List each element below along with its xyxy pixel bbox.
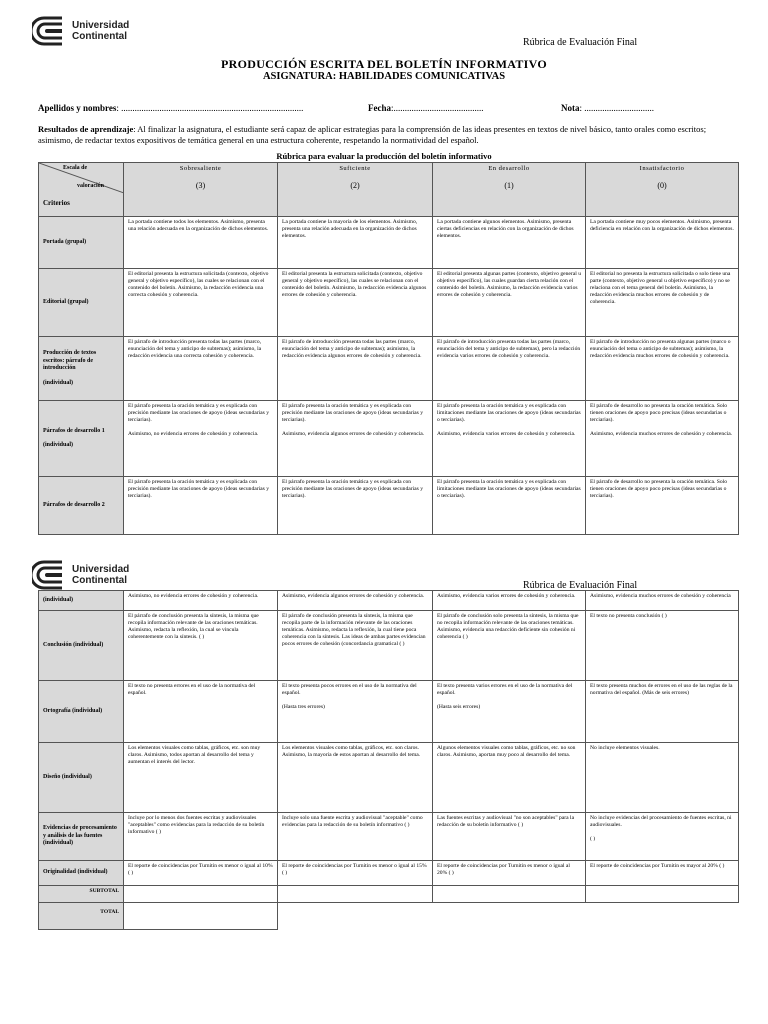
criterion-label: Diseño (individual) bbox=[43, 773, 92, 780]
descriptor-cell bbox=[278, 401, 433, 477]
criterion-cell bbox=[39, 337, 124, 401]
criterion-cell bbox=[39, 611, 124, 681]
subtotal-label: SUBTOTAL bbox=[39, 886, 124, 903]
descriptor-cell bbox=[124, 743, 278, 813]
criterion-label: Párrafos de desarrollo 2 bbox=[43, 501, 105, 508]
descriptor-cell bbox=[433, 743, 586, 813]
subtotal-row bbox=[39, 886, 739, 903]
outcomes-text: : Al finalizar la asignatura, el estudiante será capaz de aplicar estrategias para la comprensión de las ideas presentes en textos de nivel básico, tanto orales como escritos; asimismo, de redactar textos expositivos de temática general en una estructura coherente, respetando la normatividad del español. bbox=[38, 124, 707, 145]
grade-field[interactable] bbox=[561, 103, 654, 113]
scale-label-2: valoración bbox=[77, 183, 104, 189]
descriptor-cell bbox=[433, 477, 586, 535]
date-field[interactable] bbox=[368, 103, 484, 113]
level-header-sobresaliente bbox=[124, 163, 278, 217]
criterion-label: Evidencias de procesamiento y análisis de las fuentes (individual) bbox=[43, 825, 117, 847]
document-subtitle: ASIGNATURA: HABILIDADES COMUNICATIVAS bbox=[262, 71, 506, 82]
descriptor-text: (Hasta tres errores) bbox=[282, 704, 325, 710]
rubric-row bbox=[39, 611, 739, 681]
descriptor-text: El editorial presenta la estructura solicitada (contexto, objetivo general y objetivo específico), las cuales se relacionan con el contenido del boletín. Asimismo, la redacción evidencia algunos errores de cohesión y coherencia. bbox=[282, 271, 427, 298]
descriptor-cell bbox=[586, 861, 739, 886]
level-name: En desarrollo bbox=[488, 165, 530, 172]
descriptor-cell bbox=[124, 337, 278, 401]
subtotal-cell[interactable] bbox=[124, 886, 278, 903]
descriptor-text: Incluye por lo menos dos fuentes escritas y audiovisuales "aceptables" como evidencias para la redacción de su boletín informativo ( ) bbox=[128, 815, 265, 835]
descriptor-text: Asimismo, evidencia muchos errores de cohesión y coherencia. bbox=[590, 431, 733, 437]
descriptor-text: El editorial no presenta la estructura solicitada o solo tiene una parte (contexto, objetivo general u objetivo específico) y no se relaciona con el tema general del boletín. Asimismo, la redacción evidencia muchos errores de cohesión y de coherencia. bbox=[590, 271, 731, 305]
rubric-row bbox=[39, 337, 739, 401]
descriptor-cell bbox=[124, 813, 278, 861]
criterion-cell bbox=[39, 269, 124, 337]
descriptor-cell bbox=[586, 337, 739, 401]
header-row bbox=[39, 163, 739, 217]
descriptor-text: La portada contiene muy pocos elementos. Asimismo, presenta deficiencia en relación con la organización de dichos elementos. bbox=[590, 219, 734, 232]
descriptor-cell bbox=[124, 217, 278, 269]
descriptor-cell bbox=[278, 681, 433, 743]
university-name-line1: Universidad bbox=[72, 20, 130, 31]
descriptor-cell bbox=[124, 401, 278, 477]
descriptor-cell bbox=[433, 401, 586, 477]
descriptor-text: Asimismo, evidencia varios errores de cohesión y coherencia. bbox=[437, 593, 576, 599]
criteria-label: Criterios bbox=[43, 199, 70, 207]
criterion-cell bbox=[39, 591, 124, 611]
descriptor-text: La portada contiene algunos elementos. Asimismo, presenta ciertas deficiencias en relación con la organización de dichos elementos. bbox=[437, 219, 574, 239]
total-cell[interactable] bbox=[124, 903, 278, 930]
descriptor-text: El párrafo de desarrollo no presenta la oración temática. Solo tienen oraciones de apoyo poco precisas (ideas secundarias o terciarias). bbox=[590, 479, 727, 499]
descriptor-cell bbox=[124, 861, 278, 886]
descriptor-cell bbox=[278, 337, 433, 401]
rubric-table-page1 bbox=[38, 162, 739, 535]
grade-label: Nota bbox=[561, 103, 580, 113]
criterion-label bbox=[43, 373, 119, 380]
criterion-label: (individual) bbox=[43, 379, 74, 386]
descriptor-text: El párrafo presenta la oración temática y es explicada con limitaciones mediante las oraciones de apoyo (ideas secundarias o terciarias). bbox=[437, 479, 581, 499]
descriptor-text: El texto no presenta errores en el uso de la normativa del español. bbox=[128, 683, 256, 696]
criterion-label: Originalidad (individual) bbox=[43, 869, 108, 876]
criterion-label: Ortografía (individual) bbox=[43, 707, 103, 714]
descriptor-text: El párrafo presenta la oración temática y es explicada con limitaciones mediante las oraciones de apoyo (ideas secundarias o terciarias). bbox=[437, 403, 581, 423]
descriptor-text: Incluye solo una fuente escrita y audiovisual "aceptable" como evidencias para la redacción de su boletín informativo ( ) bbox=[282, 815, 423, 828]
rubric-row bbox=[39, 217, 739, 269]
descriptor-text: Asimismo, evidencia varios errores de cohesión y coherencia. bbox=[437, 431, 576, 437]
criterion-label: (individual) bbox=[43, 442, 74, 448]
level-points: (3) bbox=[195, 181, 206, 190]
name-label: Apellidos y nombres bbox=[38, 103, 117, 113]
name-dots: : ................................................................................. bbox=[116, 103, 304, 113]
level-header-insatisfactorio bbox=[586, 163, 739, 217]
descriptor-text: El párrafo presenta la oración temática y es explicada con precisión mediante las oraciones de apoyo (ideas secundarias y terciarias). bbox=[282, 403, 424, 423]
level-name: Sobresaliente bbox=[179, 165, 222, 172]
descriptor-cell bbox=[278, 591, 433, 611]
descriptor-cell bbox=[278, 217, 433, 269]
descriptor-cell bbox=[586, 269, 739, 337]
descriptor-text: El reporte de coincidencias por Turnitin es menor o igual al 20% ( ) bbox=[437, 863, 570, 876]
university-logo-page2 bbox=[32, 558, 129, 592]
rubric-row bbox=[39, 477, 739, 535]
descriptor-text: El párrafo de desarrollo no presenta la oración temática. Solo tienen oraciones de apoyo poco precisas (ideas secundarias o terciarias). bbox=[590, 403, 727, 423]
descriptor-text: Los elementos visuales como tablas, gráficos, etc. son claros. Asimismo, la mayoría de estos aportan al desarrollo del tema. bbox=[282, 745, 421, 758]
criterion-cell bbox=[39, 813, 124, 861]
descriptor-text: El reporte de coincidencias por Turnitin es menor o igual al 10% ( ) bbox=[128, 863, 273, 876]
descriptor-cell bbox=[124, 269, 278, 337]
descriptor-text: El párrafo de introducción presenta todas las partes (marco, enunciación del tema y anticipo de subtemas); asimismo, la redacción evidencia algunos errores de cohesión y coherencia. bbox=[282, 339, 422, 359]
descriptor-cell bbox=[278, 861, 433, 886]
descriptor-cell bbox=[433, 269, 586, 337]
descriptor-text: El párrafo presenta la oración temática y es explicada con precisión mediante las oraciones de apoyo (ideas secundarias y terciarias). bbox=[128, 479, 270, 499]
descriptor-text: El párrafo de introducción presenta todas las partes (marco, enunciación del tema y anticipo de subtemas); asimismo, la redacción evidencia una correcta cohesión y coherencia. bbox=[128, 339, 262, 359]
criterion-label: Producción de textos escritos: párrafo de introducción bbox=[43, 350, 97, 371]
university-name-line2: Continental bbox=[72, 575, 127, 586]
university-logo-icon bbox=[32, 558, 68, 592]
rubric-body-page1 bbox=[39, 217, 739, 535]
descriptor-cell bbox=[433, 591, 586, 611]
criterion-label bbox=[43, 435, 119, 442]
rubric-row bbox=[39, 269, 739, 337]
descriptor-text: El editorial presenta la estructura solicitada (contexto, objetivo general y objetivo específico), las cuales se relacionan con el contenido del boletín. Asimismo, la redacción evidencia una correcta cohesión y coherencia. bbox=[128, 271, 269, 298]
descriptor-cell bbox=[586, 743, 739, 813]
descriptor-cell bbox=[278, 813, 433, 861]
rubric-row bbox=[39, 401, 739, 477]
descriptor-text: El párrafo de conclusión presenta la síntesis, la misma que recopila parte de la información relevante de las oraciones temáticas. Asimismo, redacta la reflexión, la cual tiene poca coherencia con la síntesis. Las ideas de ambas partes evidencian pocos errores de cohesión (concordancia gramatical ( ) bbox=[282, 613, 426, 647]
descriptor-text: El texto presenta varios errores en el uso de la normativa del español. bbox=[437, 683, 573, 696]
descriptor-text: Asimismo, no evidencia errores de cohesión y coherencia. bbox=[128, 593, 259, 599]
outcomes-label: Resultados de aprendizaje bbox=[38, 124, 134, 134]
descriptor-cell bbox=[124, 611, 278, 681]
descriptor-text: (Hasta seis errores) bbox=[437, 704, 481, 710]
descriptor-cell bbox=[124, 477, 278, 535]
level-points: (2) bbox=[350, 181, 360, 190]
criterion-label: Editorial (grupal) bbox=[43, 298, 89, 305]
criterion-cell bbox=[39, 217, 124, 269]
descriptor-text: Las fuentes escritas y audiovisual "no son aceptables" para la redacción de su boletín informativo ( ) bbox=[437, 815, 575, 828]
descriptor-cell bbox=[433, 217, 586, 269]
total-label: TOTAL bbox=[39, 903, 124, 930]
descriptor-cell bbox=[278, 743, 433, 813]
descriptor-cell bbox=[433, 861, 586, 886]
descriptor-text: Asimismo, evidencia muchos errores de cohesión y coherencia bbox=[590, 593, 731, 599]
descriptor-text: Algunos elementos visuales como tablas, gráficos, etc. no son claros. Asimismo, aportan muy poco al desarrollo del tema. bbox=[437, 745, 576, 758]
scale-label-1: Escala de bbox=[63, 165, 88, 171]
descriptor-cell bbox=[433, 681, 586, 743]
descriptor-text: El párrafo de introducción no presenta algunas partes (marco o enunciación del tema o anticipo de subtemas); asimismo, la redacción evidencia muchos errores de cohesión y coherencia. bbox=[590, 339, 731, 359]
descriptor-text: El texto presenta pocos errores en el uso de la normativa del español. bbox=[282, 683, 417, 696]
rubric-row bbox=[39, 681, 739, 743]
rubric-row bbox=[39, 813, 739, 861]
rubric-row bbox=[39, 591, 739, 611]
criterion-cell bbox=[39, 401, 124, 477]
criterion-label: (individual) bbox=[43, 596, 74, 603]
descriptor-cell bbox=[586, 401, 739, 477]
descriptor-text: El párrafo de conclusión presenta la síntesis, la misma que recopila información relevante de las oraciones temáticas. Asimismo, redacta la reflexión, la cual se vincula coherentemente con la síntesis. ( ) bbox=[128, 613, 259, 640]
descriptor-cell bbox=[586, 217, 739, 269]
rubric-tag-page2: Rúbrica de Evaluación Final bbox=[523, 580, 638, 591]
descriptor-text: El editorial presenta algunas partes (contexto, objetivo general u objetivo específico), las cuales guardan cierta relación con el contenido del boletín. Asimismo, la redacción evidencia varios errores de cohesión y coherencia. bbox=[437, 271, 581, 298]
criterion-cell bbox=[39, 743, 124, 813]
descriptor-text: El párrafo de introducción presenta todas las partes (marco, enunciación del tema y anticipo de subtemas), pero la redacción evidencia varios errores de cohesión y coherencia. bbox=[437, 339, 581, 359]
table-caption: Rúbrica para evaluar la producción del boletín informativo bbox=[276, 151, 492, 161]
learning-outcomes bbox=[38, 124, 738, 146]
descriptor-text: ( ) bbox=[590, 836, 596, 842]
criterion-label: Portada (grupal) bbox=[43, 238, 87, 245]
descriptor-cell bbox=[124, 681, 278, 743]
descriptor-cell bbox=[278, 269, 433, 337]
empty-cell bbox=[586, 903, 739, 930]
descriptor-text: Asimismo, evidencia algunos errores de cohesión y coherencia. bbox=[282, 593, 425, 599]
descriptor-cell bbox=[586, 591, 739, 611]
level-header-suficiente bbox=[278, 163, 433, 217]
subtotal-cell[interactable] bbox=[278, 886, 433, 903]
date-dots: :........................................ bbox=[391, 103, 484, 113]
descriptor-text: El párrafo de conclusión solo presenta la síntesis, la misma que no recopila información relevante de las oraciones temáticas. Asimismo, evidencia una redacción deficiente sin cohesión ni coherencia ( ) bbox=[437, 613, 579, 640]
criterion-cell bbox=[39, 477, 124, 535]
grade-dots: : ............................... bbox=[579, 103, 655, 113]
level-header-en-desarrollo bbox=[433, 163, 586, 217]
descriptor-text: La portada contiene todos los elementos. Asimismo, presenta una relación adecuada en la organización de dichos elementos. bbox=[128, 219, 269, 232]
document-title: PRODUCCIÓN ESCRITA DEL BOLETÍN INFORMATIVO bbox=[221, 57, 547, 71]
empty-cell bbox=[433, 903, 586, 930]
descriptor-text: El texto no presenta conclusión ( ) bbox=[590, 613, 667, 619]
level-points: (1) bbox=[504, 181, 514, 190]
rubric-body-page2 bbox=[39, 591, 739, 886]
criterion-label: Conclusión (individual) bbox=[43, 641, 104, 648]
subtotal-cell[interactable] bbox=[433, 886, 586, 903]
level-points: (0) bbox=[657, 181, 667, 190]
descriptor-text: No incluye elementos visuales. bbox=[590, 745, 660, 751]
descriptor-text: Asimismo, evidencia algunos errores de cohesión y coherencia. bbox=[282, 431, 425, 437]
descriptor-text: Asimismo, no evidencia errores de cohesión y coherencia. bbox=[128, 431, 259, 437]
descriptor-cell bbox=[278, 611, 433, 681]
descriptor-cell bbox=[586, 477, 739, 535]
descriptor-cell bbox=[124, 591, 278, 611]
descriptor-text: La portada contiene la mayoría de los elementos. Asimismo, presenta una relación adecuada en la organización de dichos elementos. bbox=[282, 219, 418, 239]
descriptor-text: El texto presenta muchos de errores en el uso de las reglas de la normativa del español. (Más de seis errores) bbox=[590, 683, 733, 696]
descriptor-text: El párrafo presenta la oración temática y es explicada con precisión mediante las oraciones de apoyo (ideas secundarias y terciarias). bbox=[128, 403, 270, 423]
empty-cell bbox=[278, 903, 433, 930]
descriptor-cell bbox=[586, 681, 739, 743]
descriptor-cell bbox=[586, 813, 739, 861]
criterion-cell bbox=[39, 861, 124, 886]
descriptor-cell bbox=[433, 611, 586, 681]
descriptor-cell bbox=[433, 337, 586, 401]
name-field[interactable] bbox=[38, 103, 303, 113]
criterion-label: Párrafos de desarrollo 1 bbox=[43, 427, 105, 434]
descriptor-text: El reporte de coincidencias por Turnitin es mayor al 20% ( ) bbox=[590, 863, 725, 869]
subtotal-cell[interactable] bbox=[586, 886, 739, 903]
descriptor-text: Los elementos visuales como tablas, gráficos, etc. son muy claros. Asimismo, todos aportan al desarrollo del tema y aumentan el interés del lector. bbox=[128, 745, 261, 765]
level-name: Insatisfactorio bbox=[639, 165, 685, 172]
date-label: Fecha bbox=[368, 103, 391, 113]
rubric-table-page2 bbox=[38, 590, 739, 930]
rubric-row bbox=[39, 743, 739, 813]
university-name-line2: Continental bbox=[72, 31, 127, 42]
criterion-cell bbox=[39, 681, 124, 743]
total-row bbox=[39, 903, 739, 930]
rubric-tag: Rúbrica de Evaluación Final bbox=[523, 37, 638, 48]
university-logo bbox=[32, 14, 129, 48]
level-name: Suficiente bbox=[339, 165, 371, 172]
descriptor-cell bbox=[586, 611, 739, 681]
descriptor-cell bbox=[278, 477, 433, 535]
university-logo-icon bbox=[32, 14, 68, 48]
descriptor-text: El reporte de coincidencias por Turnitin es menor o igual al 15% ( ) bbox=[282, 863, 427, 876]
scale-criteria-cell bbox=[39, 163, 124, 217]
descriptor-text: El párrafo presenta la oración temática y es explicada con precisión mediante las oraciones de apoyo (ideas secundarias y terciarias). bbox=[282, 479, 424, 499]
rubric-row bbox=[39, 861, 739, 886]
descriptor-text: No incluye evidencias del procesamiento de fuentes escritas, ni audiovisuales. bbox=[590, 815, 732, 828]
descriptor-cell bbox=[433, 813, 586, 861]
university-name-line1: Universidad bbox=[72, 564, 130, 575]
